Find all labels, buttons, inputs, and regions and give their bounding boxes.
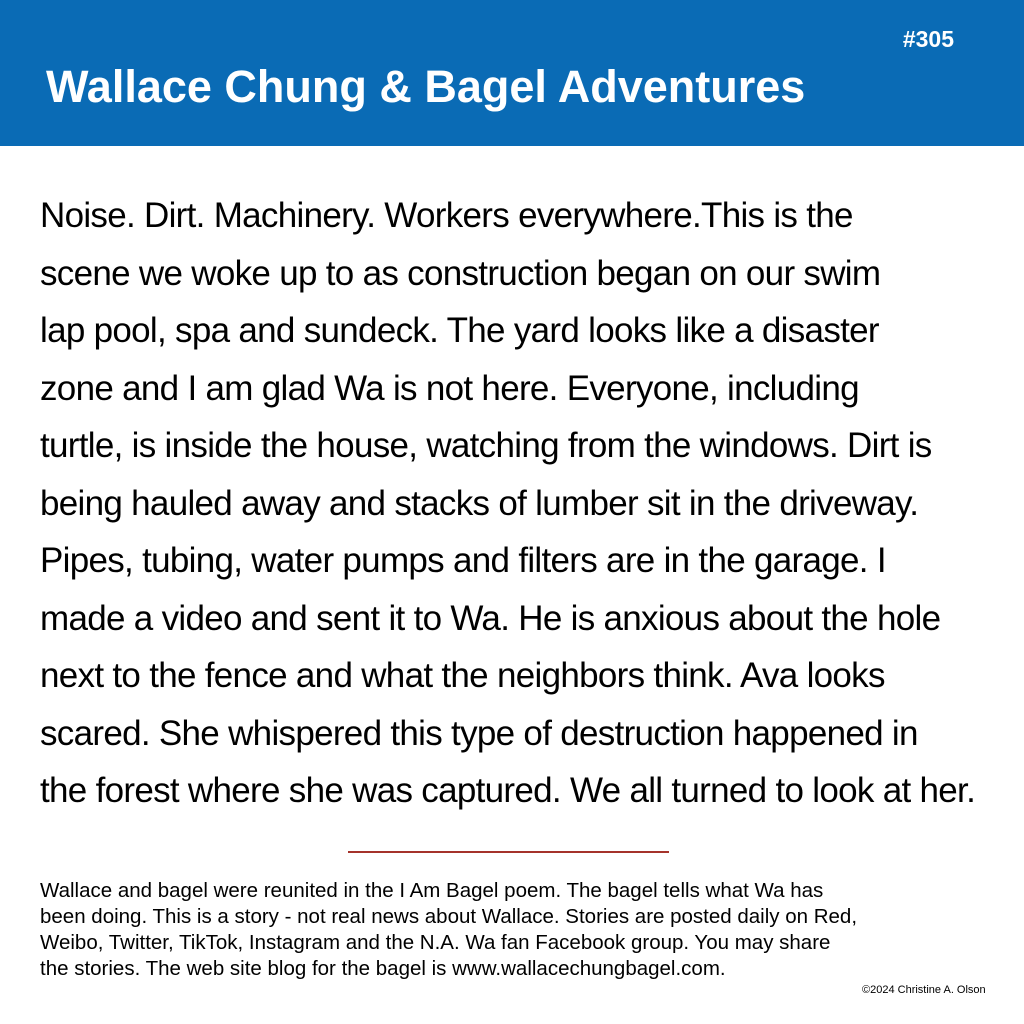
story-line: turtle, is inside the house, watching from the windows. Dirt is: [40, 426, 932, 465]
story-line: made a video and sent it to Wa. He is anxious about the hole: [40, 598, 941, 638]
story-line: zone and I am glad Wa is not here. Everyone, including: [40, 368, 859, 408]
story-text: [40, 187, 1024, 820]
story-line: scared. She whispered this type of destruction happened in: [40, 713, 918, 753]
issue-number: #305: [902, 26, 954, 52]
story-line: Pipes, tubing, water pumps and filters are in the garage. I: [40, 541, 886, 580]
story-line: the forest where she was captured. We all turned to look at her.: [40, 771, 976, 810]
footer-note: [40, 878, 1000, 982]
page-title: Wallace Chung & Bagel Adventures: [46, 61, 806, 112]
story-line: being hauled away and stacks of lumber sit in the driveway.: [40, 483, 919, 523]
story-line: lap pool, spa and sundeck. The yard looks like a disaster: [40, 311, 879, 350]
header-banner: [0, 0, 1024, 146]
copyright-notice: ©2024 Christine A. Olson: [862, 984, 986, 996]
footer-line: Weibo, Twitter, TikTok, Instagram and the N.A. Wa fan Facebook group. You may share: [40, 931, 831, 954]
story-line: scene we woke up to as construction began on our swim: [40, 253, 881, 293]
footer-line: Wallace and bagel were reunited in the I Am Bagel poem. The bagel tells what Wa has: [40, 879, 824, 902]
story-line: next to the fence and what the neighbors think. Ava looks: [40, 656, 885, 695]
story-line: Noise. Dirt. Machinery. Workers everywhere.This is the: [40, 196, 853, 235]
footer-line: been doing. This is a story - not real news about Wallace. Stories are posted daily on Red,: [40, 905, 858, 928]
divider-line: [348, 851, 669, 853]
footer-line: the stories. The web site blog for the bagel is www.wallacechungbagel.com.: [40, 957, 726, 980]
